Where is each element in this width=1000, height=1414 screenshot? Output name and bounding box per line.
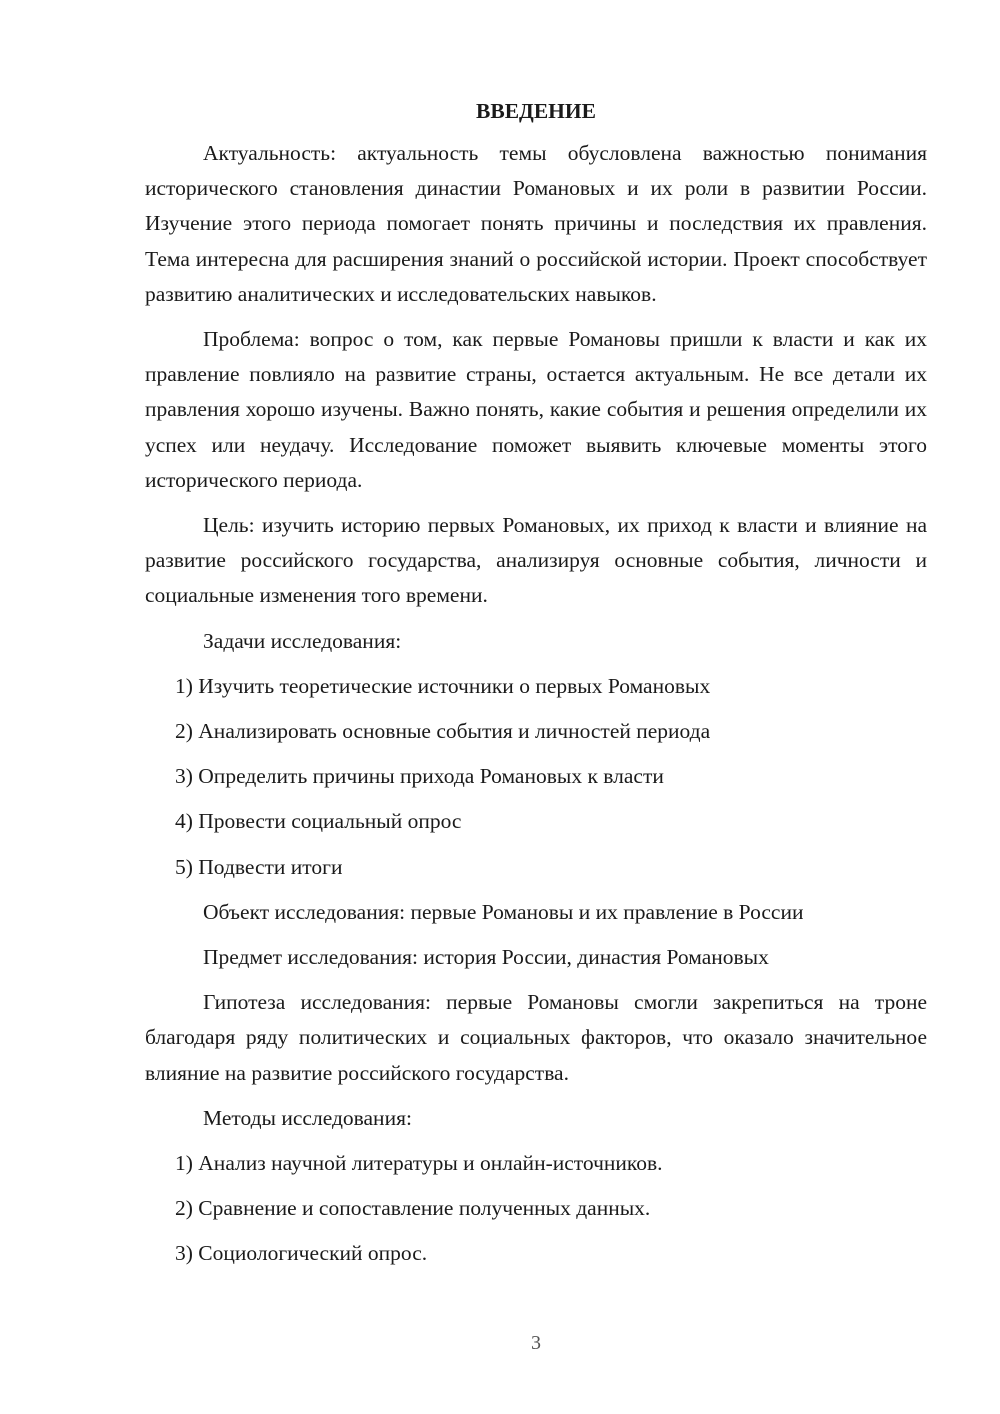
- list-item: 1) Анализ научной литературы и онлайн-источников.: [175, 1151, 663, 1176]
- list-item: 3) Социологический опрос.: [175, 1241, 428, 1266]
- methods-title: Методы исследования:: [203, 1105, 412, 1130]
- list-item: 4) Провести социальный опрос: [175, 809, 462, 834]
- goal-paragraph: Цель: изучить историю первых Романовых, их приход к власти и влияние на развитие российского государства, анализируя основные события, личности и социальные изменения того времени.: [145, 513, 927, 608]
- section-heading: ВВЕДЕНИЕ: [476, 99, 596, 123]
- page-content: [145, 96, 927, 1282]
- relevance-paragraph: Актуальность: актуальность темы обусловлена важностью понимания исторического становления династии Романовых и их роли в развитии России. Изучение этого периода помогает понять причины и последствия их правления. Тема интересна для расширения знаний о российской истории. Проект способствует развитию аналитических и исследовательских навыков.: [145, 141, 927, 306]
- list-item: 1) Изучить теоретические источники о первых Романовых: [175, 673, 711, 698]
- tasks-title: Задачи исследования:: [203, 628, 402, 653]
- list-item: 5) Подвести итоги: [175, 854, 343, 879]
- research-object: Объект исследования: первые Романовы и их правление в России: [203, 899, 804, 924]
- page-number: 3: [531, 1332, 541, 1354]
- methods-list: [145, 1146, 927, 1272]
- list-item: 2) Сравнение и сопоставление полученных данных.: [175, 1196, 651, 1221]
- list-item: 2) Анализировать основные события и личностей периода: [175, 719, 711, 744]
- problem-paragraph: Проблема: вопрос о том, как первые Романовы пришли к власти и как их правление повлияло на развитие страны, остается актуальным. Не все детали их правления хорошо изучены. Важно понять, какие события и решения определили их успех или неудачу. Исследование поможет выявить ключевые моменты этого исторического периода.: [145, 327, 927, 492]
- research-subject: Предмет исследования: история России, династия Романовых: [203, 945, 769, 970]
- list-item: 3) Определить причины прихода Романовых к власти: [175, 764, 664, 789]
- tasks-list: [145, 669, 927, 885]
- hypothesis-paragraph: Гипотеза исследования: первые Романовы смогли закрепиться на троне благодаря ряду политических и социальных факторов, что оказало значительное влияние на развитие российского государства.: [145, 990, 927, 1085]
